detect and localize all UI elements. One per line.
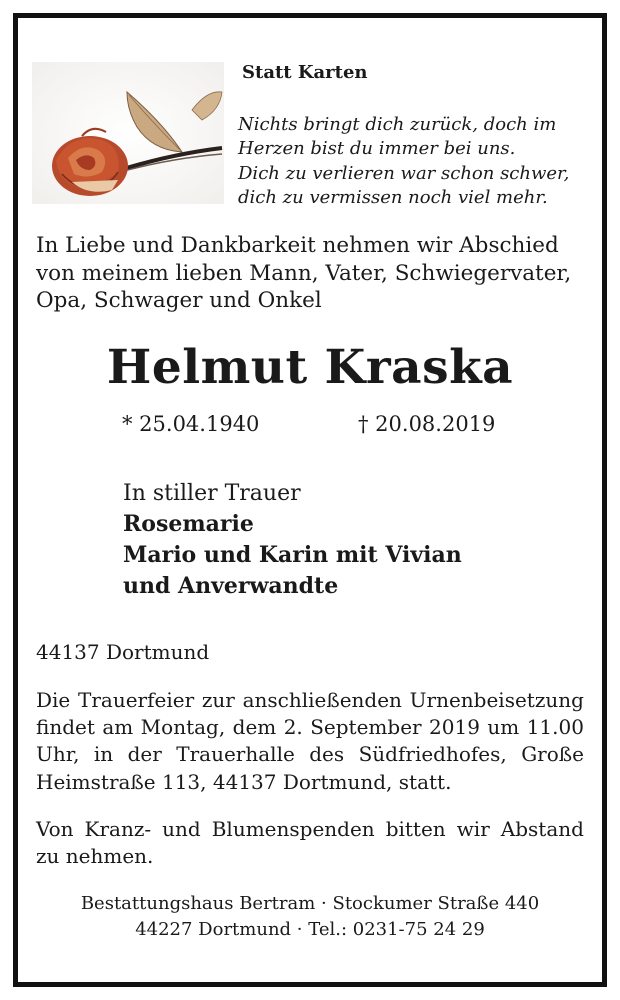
word: anschließenden <box>242 688 402 712</box>
deceased-name: Helmut Kraska <box>106 340 514 395</box>
mourners-block <box>123 478 462 602</box>
ceremony-paragraph <box>36 687 584 796</box>
intro-line: In Liebe und Dankbarkeit nehmen wir Abschied <box>36 233 559 258</box>
word: und <box>162 817 201 841</box>
city: 44137 Dortmund <box>36 640 210 664</box>
poem-line: Herzen bist du immer bei uns. <box>238 138 516 160</box>
word: um <box>487 715 520 740</box>
paragraph-line <box>36 843 584 870</box>
heading: Statt Karten <box>242 62 368 83</box>
word: bitten <box>385 817 446 841</box>
word: in <box>93 742 114 767</box>
intro-line: Opa, Schwager und Onkel <box>36 288 322 313</box>
word: Große <box>521 742 584 767</box>
mourners-intro: In stiller Trauer <box>123 481 301 506</box>
death-date: † 20.08.2019 <box>358 412 496 436</box>
word: Uhr, <box>36 742 80 767</box>
word: wir <box>456 817 490 841</box>
paragraph-line <box>36 769 584 796</box>
word: findet <box>36 715 95 740</box>
word: 2019 <box>429 715 480 740</box>
word: Kranz- <box>84 817 152 841</box>
word: Trauerhalle <box>176 742 295 767</box>
paragraph-line <box>36 687 584 714</box>
word: Südfriedhofes, <box>358 742 507 767</box>
intro-line: von meinem lieben Mann, Vater, Schwiegervater, <box>36 260 572 286</box>
word: 2. <box>283 715 303 740</box>
paragraph-line <box>36 714 584 741</box>
word: zu nehmen. <box>36 844 154 869</box>
footer-line: Bestattungshaus Bertram · Stockumer Straße 440 <box>80 893 540 914</box>
funeral-home-footer <box>0 891 620 943</box>
paragraph-line <box>36 816 584 843</box>
word: der <box>127 742 162 767</box>
intro-text <box>36 232 596 315</box>
birth-date: * 25.04.1940 <box>122 412 260 436</box>
word: Urnenbeisetzung <box>409 688 584 712</box>
word: des <box>309 742 345 767</box>
rose-image <box>32 62 224 204</box>
word: Trauerfeier <box>78 688 195 712</box>
flowers-paragraph <box>36 816 584 870</box>
word: Abstand <box>500 817 584 841</box>
poem-line: Dich zu verlieren war schon schwer, <box>238 162 570 184</box>
poem-line: dich zu vermissen noch viel mehr. <box>238 187 548 209</box>
word: dem <box>232 715 277 740</box>
word: 11.00 <box>526 715 584 740</box>
mourner-name: und Anverwandte <box>123 573 339 599</box>
paragraph-line <box>36 741 584 768</box>
word: Die <box>36 688 71 712</box>
word: September <box>310 715 422 740</box>
word: am <box>102 715 134 740</box>
word: Montag, <box>140 715 226 740</box>
mourner-name: Mario und Karin mit Vivian <box>123 542 462 568</box>
mourner-name: Rosemarie <box>123 511 254 537</box>
word: Heimstraße 113, 44137 Dortmund, statt. <box>36 769 452 794</box>
word: Von <box>36 817 74 841</box>
word: Blumenspenden <box>211 817 375 841</box>
footer-line: 44227 Dortmund · Tel.: 0231-75 24 29 <box>135 919 485 940</box>
poem <box>238 113 598 211</box>
poem-line: Nichts bringt dich zurück, doch im <box>238 114 557 135</box>
word: zur <box>201 688 235 712</box>
